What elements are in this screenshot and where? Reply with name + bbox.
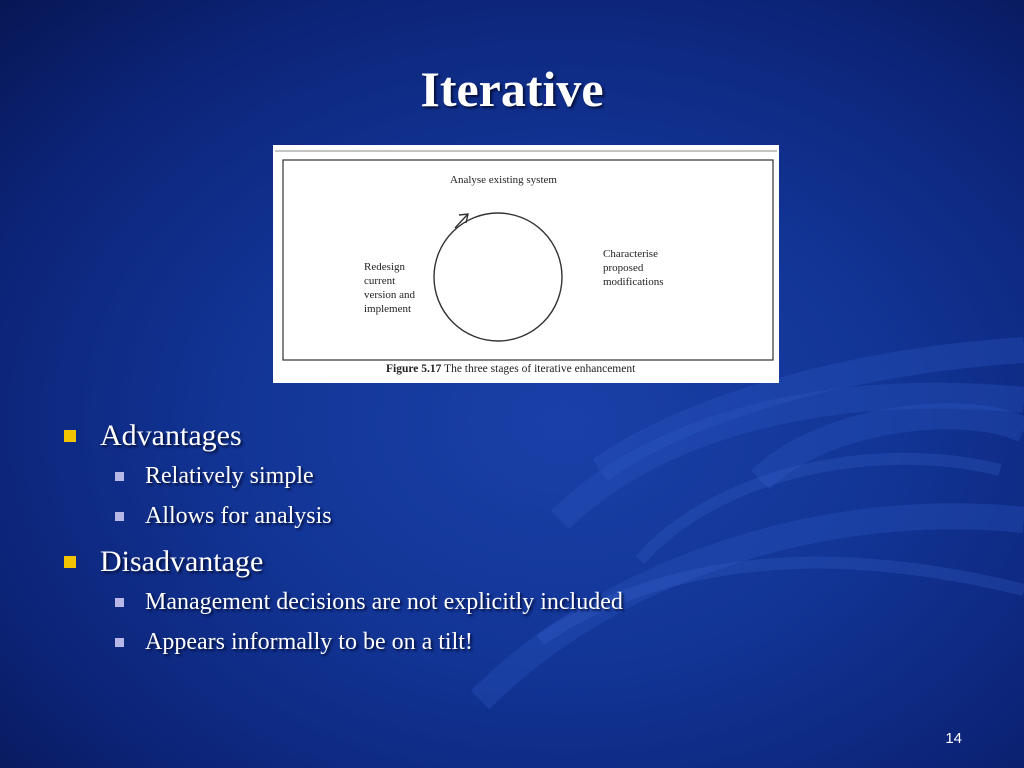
- stage-redesign-line: implement: [364, 303, 412, 315]
- sub-bullet: [62, 622, 962, 662]
- stage-redesign: [364, 260, 415, 316]
- sub-bullet-text: Management decisions are not explicitly included: [145, 589, 623, 615]
- cycle-circle: [434, 213, 562, 341]
- stage-characterise-line: Characterise: [603, 248, 658, 260]
- bullet-heading: Disadvantage: [100, 545, 264, 578]
- iterative-figure: [273, 145, 779, 383]
- sub-bullet: [62, 582, 962, 622]
- square-bullet-icon: [115, 512, 124, 521]
- stage-redesign-line: version and: [364, 289, 416, 301]
- stage-characterise-line: modifications: [603, 276, 664, 288]
- square-bullet-icon: [115, 598, 124, 607]
- sub-bullet-text: Relatively simple: [145, 463, 314, 489]
- square-bullet-icon: [115, 638, 124, 647]
- sub-bullet-text: Appears informally to be on a tilt!: [145, 629, 473, 655]
- figure-caption-text: The three stages of iterative enhancement: [444, 363, 636, 375]
- stage-redesign-line: Redesign: [364, 261, 405, 273]
- bullet-advantages: [62, 416, 962, 456]
- sub-bullet-text: Allows for analysis: [145, 503, 332, 529]
- bullet-list: [62, 416, 962, 662]
- figure-caption: [386, 362, 635, 376]
- bullet-disadvantage: [62, 542, 962, 582]
- slide-title: Iterative: [420, 61, 604, 117]
- square-bullet-icon: [64, 430, 76, 442]
- square-bullet-icon: [64, 556, 76, 568]
- stage-analyse: Analyse existing system: [450, 174, 557, 186]
- figure-frame: [283, 160, 773, 360]
- stage-redesign-line: current: [364, 275, 396, 287]
- stage-characterise-line: proposed: [603, 262, 644, 274]
- page-number: 14: [945, 730, 962, 747]
- square-bullet-icon: [115, 472, 124, 481]
- bullet-heading: Advantages: [100, 419, 242, 452]
- sub-bullet: [62, 496, 962, 536]
- stage-characterise: [603, 247, 664, 289]
- sub-bullet: [62, 456, 962, 496]
- figure-caption-label: Figure 5.17: [386, 363, 442, 375]
